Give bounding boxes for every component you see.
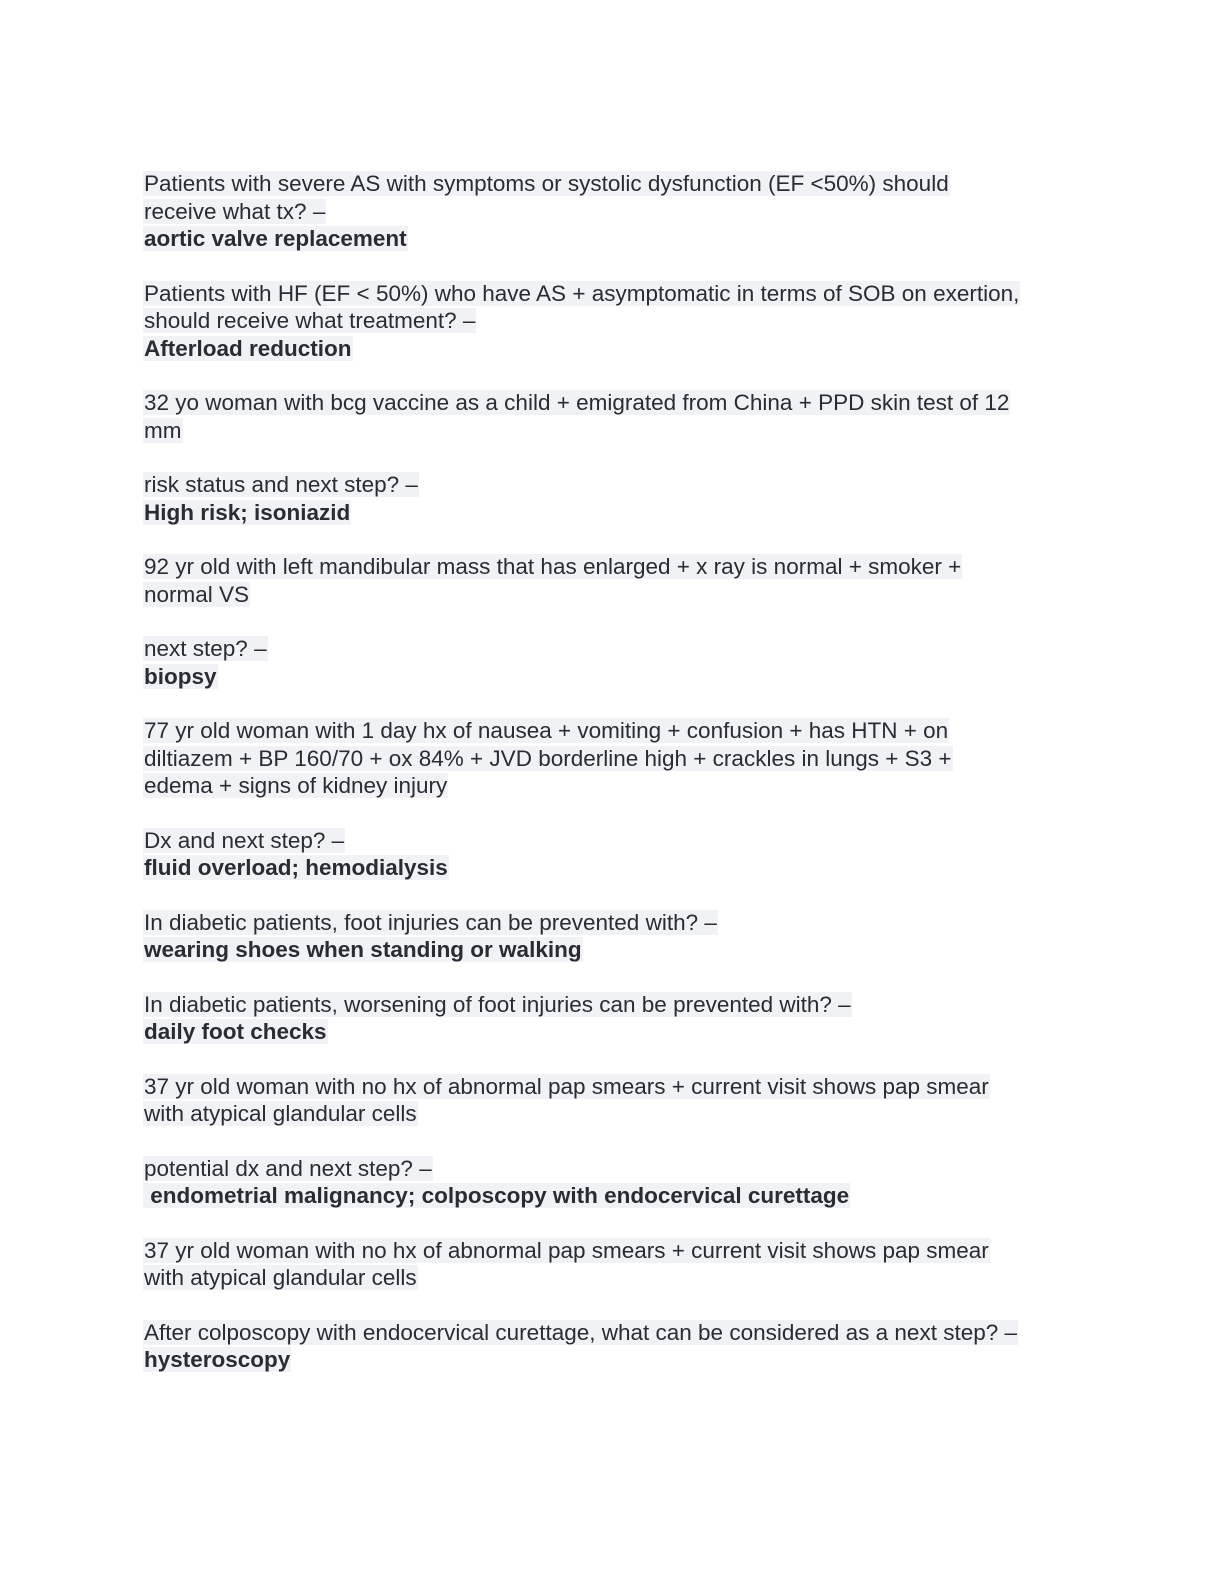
qa-item xyxy=(143,170,1083,253)
answer-text: Afterload reduction xyxy=(144,335,352,361)
question-text: with atypical glandular cells xyxy=(144,1265,417,1290)
qa-item xyxy=(143,280,1083,363)
question-text: should receive what treatment? – xyxy=(144,308,476,333)
case-stem xyxy=(143,553,1083,608)
case-stem xyxy=(143,717,1083,800)
question-text: After colposcopy with endocervical curettage, what can be considered as a next step? – xyxy=(144,1319,1018,1345)
answer-text: daily foot checks xyxy=(144,1019,327,1044)
question-text: 37 yr old woman with no hx of abnormal pap smears + current visit shows pap smear xyxy=(144,1237,989,1263)
question-text: 32 yo woman with bcg vaccine as a child + emigrated from China + PPD skin test of 12 xyxy=(144,390,1010,415)
question-text: normal VS xyxy=(144,581,250,607)
question-text: Patients with HF (EF < 50%) who have AS + asymptomatic in terms of SOB on exertion, xyxy=(144,280,1020,306)
qa-item xyxy=(143,635,1083,690)
question-text: In diabetic patients, worsening of foot injuries can be prevented with? – xyxy=(144,991,851,1017)
question-text: diltiazem + BP 160/70 + ox 84% + JVD borderline high + crackles in lungs + S3 + xyxy=(144,745,952,771)
qa-item xyxy=(143,471,1083,526)
question-text: risk status and next step? – xyxy=(144,472,418,497)
question-text: Dx and next step? – xyxy=(144,827,345,853)
question-text: 77 yr old woman with 1 day hx of nausea + vomiting + confusion + has HTN + on xyxy=(144,718,949,743)
question-text: In diabetic patients, foot injuries can be prevented with? – xyxy=(144,909,717,935)
qa-item xyxy=(143,1319,1083,1374)
case-stem xyxy=(143,1237,1083,1292)
answer-text: endometrial malignancy; colposcopy with endocervical curettage xyxy=(144,1183,850,1208)
document-page xyxy=(143,170,1083,1401)
answer-text: hysteroscopy xyxy=(144,1347,291,1372)
answer-text: aortic valve replacement xyxy=(144,226,407,251)
answer-text: wearing shoes when standing or walking xyxy=(144,937,582,962)
qa-item xyxy=(143,827,1083,882)
case-stem xyxy=(143,1073,1083,1128)
question-text: mm xyxy=(144,417,182,443)
question-text: potential dx and next step? – xyxy=(144,1155,432,1181)
answer-text: fluid overload; hemodialysis xyxy=(144,855,448,880)
qa-item xyxy=(143,1155,1083,1210)
question-text: 92 yr old with left mandibular mass that has enlarged + x ray is normal + smoker + xyxy=(144,554,962,579)
question-text: with atypical glandular cells xyxy=(144,1101,417,1126)
question-text: receive what tx? – xyxy=(144,198,326,224)
answer-text: biopsy xyxy=(144,663,217,689)
question-text: edema + signs of kidney injury xyxy=(144,773,448,798)
question-text: next step? – xyxy=(144,636,267,661)
case-stem xyxy=(143,389,1083,444)
question-text: 37 yr old woman with no hx of abnormal pap smears + current visit shows pap smear xyxy=(144,1073,989,1099)
qa-item xyxy=(143,909,1083,964)
question-text: Patients with severe AS with symptoms or systolic dysfunction (EF <50%) should xyxy=(144,171,949,196)
qa-item xyxy=(143,991,1083,1046)
answer-text: High risk; isoniazid xyxy=(144,499,351,525)
